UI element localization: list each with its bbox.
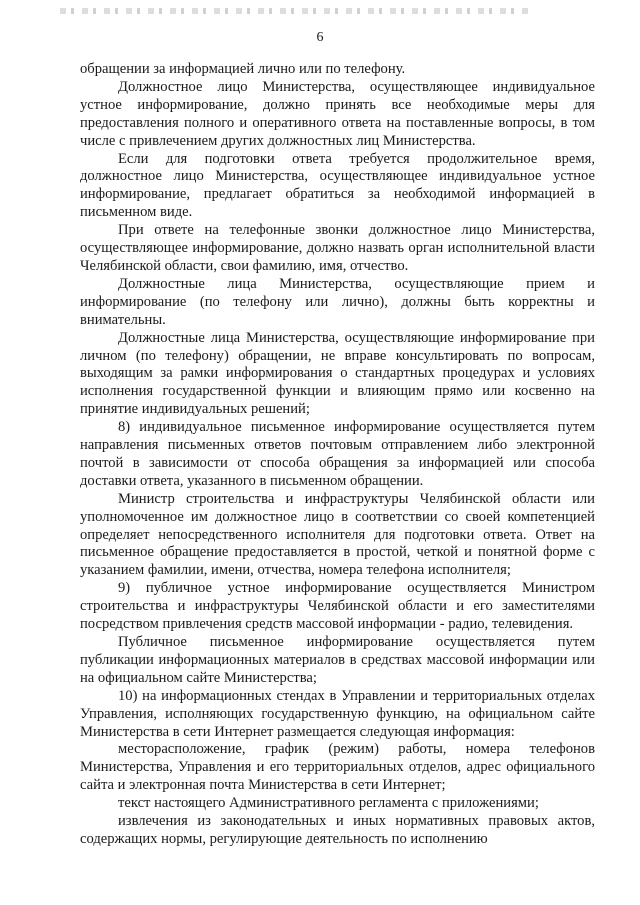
- paragraph-item-10: 10) на информационных стендах в Управлении и территориальных отделах Управления, исполняющих государственную функцию, на официальном сайте Министерства в сети Интернет размещается следующая информация:: [80, 687, 595, 740]
- paragraph-item-8: 8) индивидуальное письменное информирование осуществляется путем направления письменных ответов почтовым отправлением либо электронной почтой в зависимости от способа обращения за информацией или способа доставки ответа, указанного в письменном обращении.: [80, 419, 595, 489]
- paragraph-item-9: 9) публичное устное информирование осуществляется Министром строительства и инфраструктуры Челябинской области и его заместителями посредством привлечения средств массовой информации - радио, телевидения.: [80, 580, 595, 633]
- paragraph: Публичное письменное информирование осуществляется путем публикации информационных материалов в средствах массовой информации или на официальном сайте Министерства;: [80, 634, 595, 686]
- paragraph: Министр строительства и инфраструктуры Челябинской области или уполномоченное им должностное лицо в соответствии со своей компетенцией определяет непосредственного исполнителя для подготовки ответа. Ответ на письменное обращение предоставляется в простой, четкой и понятной форме с указанием фамилии, имени, отчества, номера телефона исполнителя;: [80, 490, 595, 579]
- paragraph-continuation: обращении за информацией лично или по телефону.: [80, 61, 406, 77]
- scan-edge-artifact: [60, 8, 530, 14]
- paragraph: Если для подготовки ответа требуется продолжительное время, должностное лицо Министерства, осуществляющее индивидуальное устное информирование, предлагает обратиться за необходимой информацией в письменном виде.: [80, 150, 595, 221]
- paragraph: При ответе на телефонные звонки должностное лицо Министерства, осуществляющее информирование, должно назвать орган исполнительной власти Челябинской области, свои фамилию, имя, отчество.: [80, 222, 595, 274]
- paragraph: Должностные лица Министерства, осуществляющие прием и информирование (по телефону или лично), должны быть корректны и внимательны.: [80, 275, 595, 328]
- paragraph: Должностные лица Министерства, осуществляющие информирование при личном (по телефону) обращении, не вправе консультировать по вопросам, выходящим за рамки информирования о стандартных процедурах и условиях исполнения государственной функции и влияющим прямо или косвенно на принятие индивидуальных решений;: [80, 329, 595, 418]
- list-entry: извлечения из законодательных и иных нормативных правовых актов, содержащих нормы, регулирующие деятельность по исполнению: [80, 813, 595, 847]
- paragraph: Должностное лицо Министерства, осуществляющее индивидуальное устное информирование, должно принять все необходимые меры для предоставления полного и оперативного ответа на поставленные вопросы, в том числе с привлечением других должностных лиц Министерства.: [80, 78, 595, 149]
- document-body: [80, 61, 595, 849]
- page-number: 6: [316, 30, 324, 45]
- list-entry: месторасположение, график (режим) работы, номера телефонов Министерства, Управления и его территориальных отделов, адрес официального сайта и электронная почта Министерства в сети Интернет;: [80, 741, 595, 794]
- list-entry: текст настоящего Административного регламента с приложениями;: [118, 795, 539, 812]
